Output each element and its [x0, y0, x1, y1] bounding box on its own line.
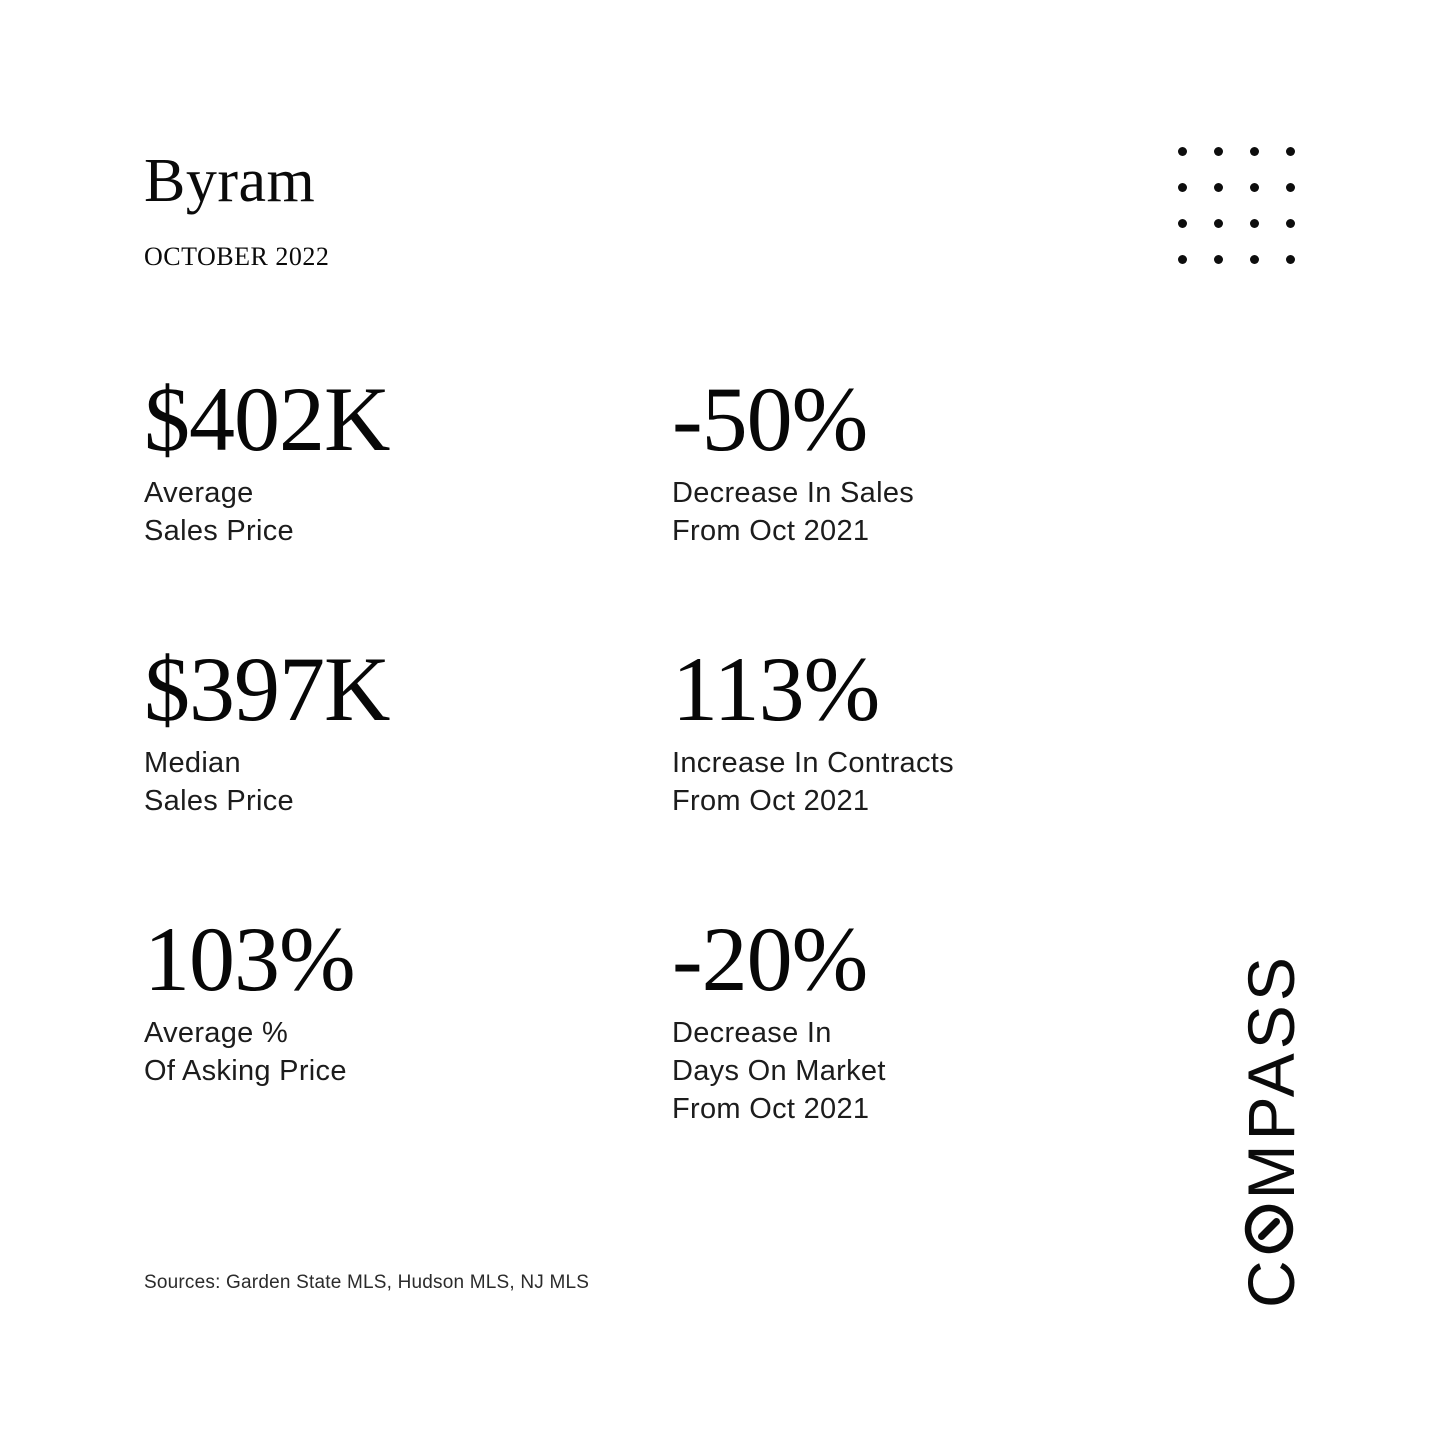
sources-note: Sources: Garden State MLS, Hudson MLS, NJ MLS	[144, 1272, 590, 1293]
stat-label: Decrease In Days On Market From Oct 2021	[672, 1017, 886, 1125]
stat-contracts-change	[672, 638, 1152, 820]
stat-average-pct-of-asking	[144, 908, 624, 1090]
stat-label: Average % Of Asking Price	[144, 1017, 347, 1087]
stat-value: 113%	[672, 638, 880, 740]
stat-median-sales-price	[144, 638, 624, 820]
stat-value: -20%	[672, 908, 868, 1010]
compass-logo	[1234, 953, 1308, 1308]
stat-value: $402K	[144, 368, 390, 470]
stat-label: Increase In Contracts From Oct 2021	[672, 747, 954, 817]
compass-logo-suffix: MPASS	[1234, 953, 1308, 1200]
stat-days-on-market-change	[672, 908, 1152, 1128]
stat-label: Average Sales Price	[144, 477, 294, 547]
stat-average-sales-price	[144, 368, 624, 550]
stat-value: 103%	[144, 908, 355, 1010]
stat-sales-change	[672, 368, 1152, 550]
compass-logo-prefix: C	[1234, 1256, 1308, 1308]
stat-value: $397K	[144, 638, 390, 740]
dot-grid-decoration	[1178, 147, 1295, 264]
stat-label: Decrease In Sales From Oct 2021	[672, 477, 915, 547]
page-title: Byram	[144, 147, 316, 215]
report-date: OCTOBER 2022	[144, 242, 330, 271]
stat-label: Median Sales Price	[144, 747, 294, 817]
compass-o-needle-icon	[1244, 1204, 1294, 1254]
stat-value: -50%	[672, 368, 868, 470]
